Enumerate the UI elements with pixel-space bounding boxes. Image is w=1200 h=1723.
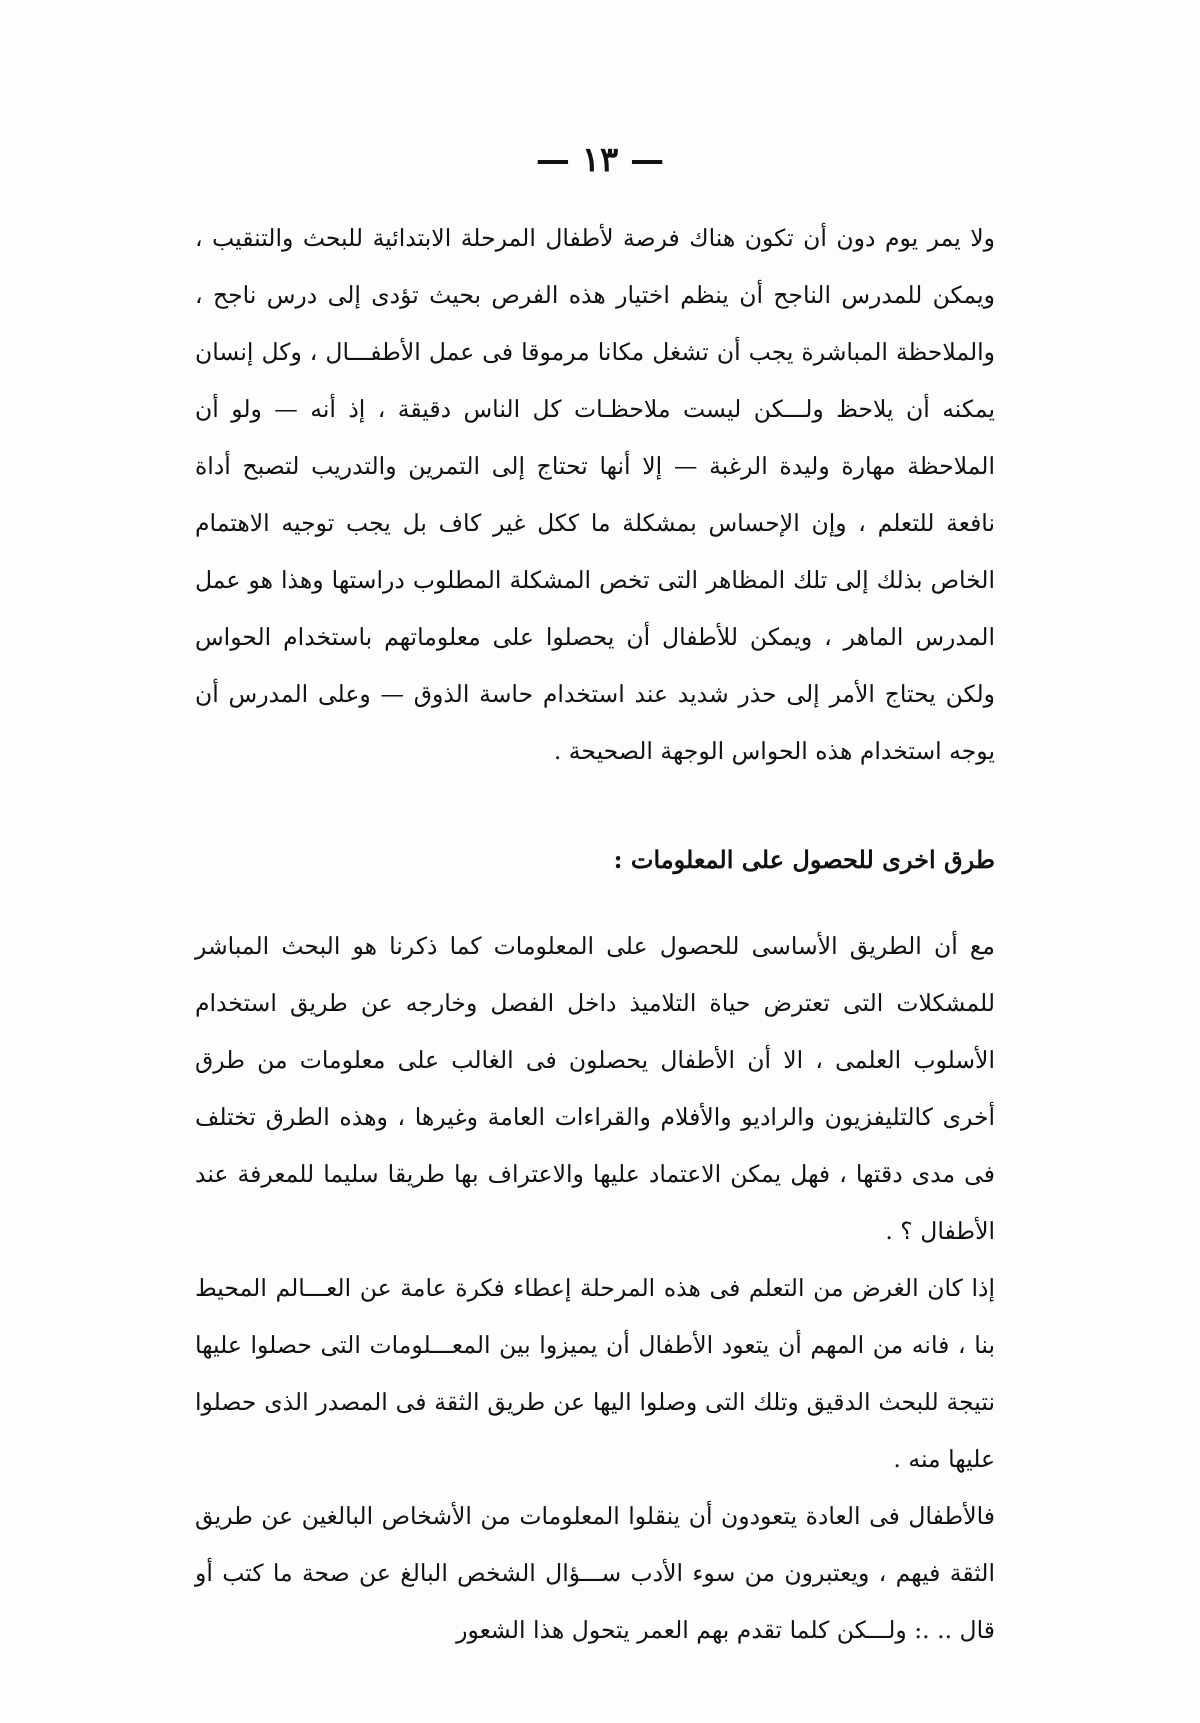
page-number: — ١٣ — [535,140,665,180]
paragraph-text: إذا كان الغرض من التعلم فى هذه المرحلة إعطاء فكرة عامة عن العـــالم المحيط بنا ، فانه من المهم أن يتعود الأطفال أن يميزوا بين المعـــلومات التى حصلوا عليها نتيجة للبحث الدقيق وتلك التى وصلوا اليها عن طريق الثقة فى المصدر الذى حصلوا عليها منه . [195,1274,995,1473]
paragraph-3 [195,1260,995,1488]
paragraph-4 [195,1488,995,1659]
section-heading: طرق اخرى للحصول على المعلومات : [613,845,995,874]
paragraph-text: فالأطفال فى العادة يتعودون أن ينقلوا المعلومات من الأشخاص البالغين عن طريق الثقة فيهم ، ويعتبرون من سوء الأدب ســـؤال الشخص البالغ عن صحة ما كتب أو قال .. .: ولـــكن كلما تقدم بهم العمر يتحول هذا الشعور [195,1502,995,1644]
paragraph-text: مع أن الطريق الأساسى للحصول على المعلومات كما ذكرنا هو البحث المباشر للمشكلات التى تعترض حياة التلاميذ داخل الفصل وخارجه عن طريق استخدام الأسلوب العلمى ، الا أن الأطفال يحصلون فى الغالب على معلومات من طرق أخرى كالتليفزيون والراديو والأفلام والقراءات العامة وغيرها ، وهذه الطرق تختلف فى مدى دقتها ، فهل يمكن الاعتماد عليها والاعتراف بها طريقا سليما للمعرفة عند الأطفال ؟ . [195,932,995,1245]
paragraph-2 [195,918,995,1260]
paragraph-text: ولا يمر يوم دون أن تكون هناك فرصة لأطفال المرحلة الابتدائية للبحث والتنقيب ، ويمكن للمدرس الناجح أن ينظم اختيار هذه الفرص بحيث تؤدى إلى درس ناجح ، والملاحظة المباشرة يجب أن تشغل مكانا مرموقا فى عمل الأطفـــال ، وكل إنسان يمكنه أن يلاحظ ولـــكن ليست ملاحظـات كل الناس دقيقة ، إذ أنه — ولو أن الملاحظة مهارة وليدة الرغبة — إلا أنها تحتاج إلى التمرين والتدريب لتصبح أداة نافعة للتعلم ، وإن الإحساس بمشكلة ما ككل غير كاف بل يجب توجيه الاهتمام الخاص بذلك إلى تلك المظاهر التى تخص المشكلة المطلوب دراستها وهذا هو عمل المدرس الماهر ، ويمكن للأطفال أن يحصلوا على معلوماتهم باستخدام الحواس ولكن يحتاج الأمر إلى حذر شديد عند استخدام حاسة الذوق — وعلى المدرس أن يوجه استخدام هذه الحواس الوجهة الصحيحة . [195,224,995,765]
paragraph-1 [195,210,995,780]
